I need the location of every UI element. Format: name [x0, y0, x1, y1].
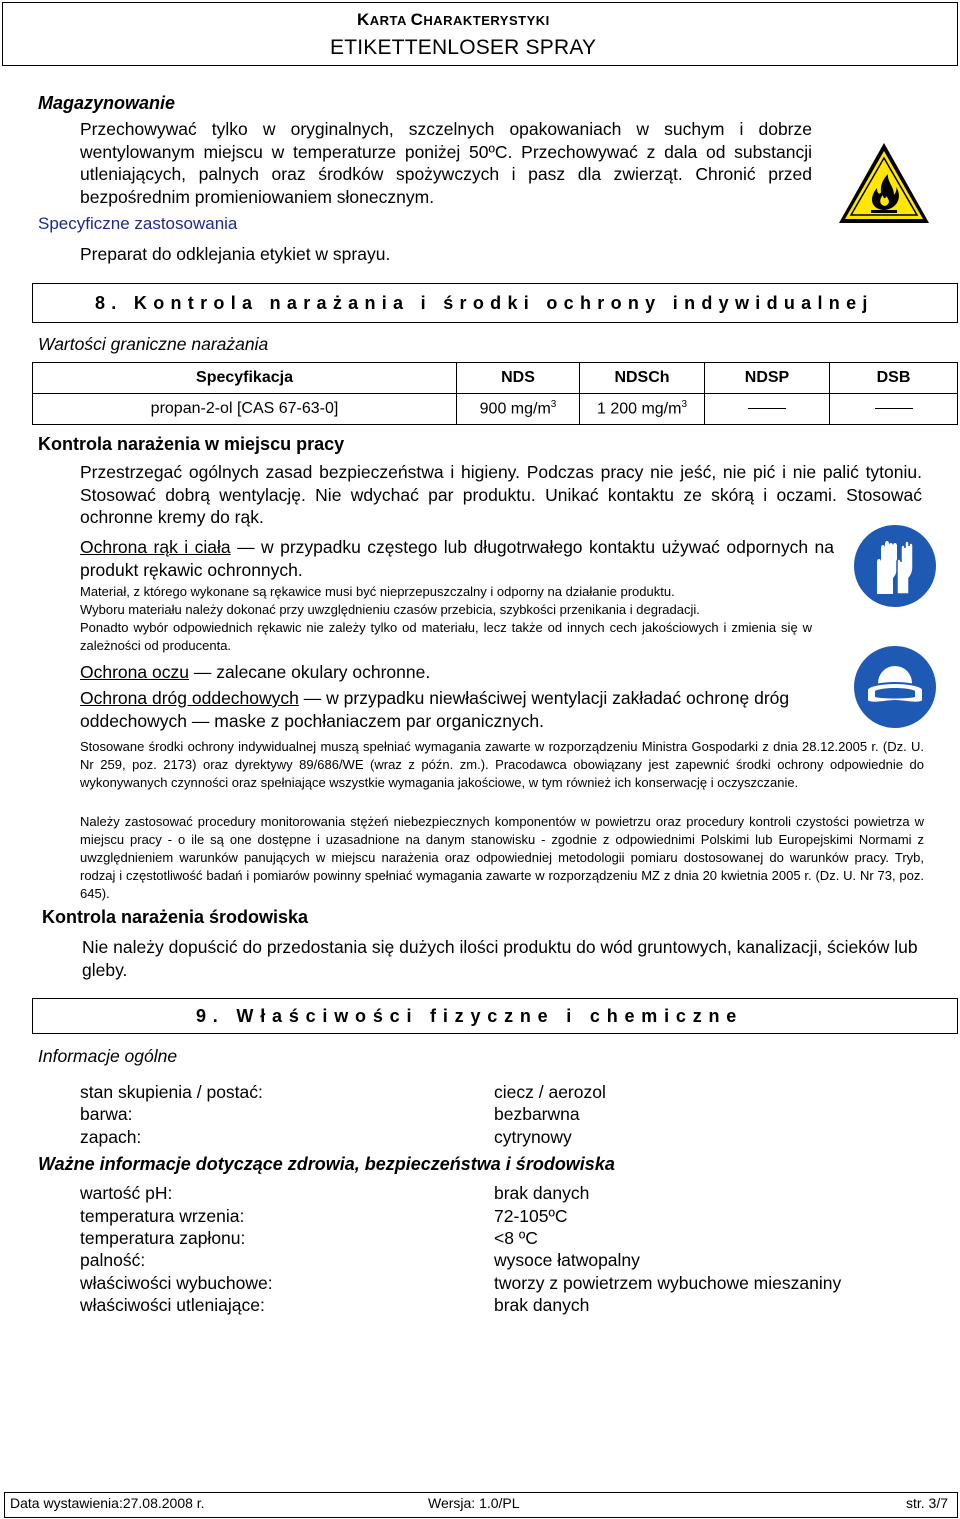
storage-text: Przechowywać tylko w oryginalnych, szczelnych opakowaniach w suchym i dobrze wentylowanym miejscu w temperaturze poniżej 50ºC. Przechowywać z dala od substancji utleniających, palnych oraz środków spożywczych i pasz dla zwierząt. Chronić przed bezpośrednim promieniowaniem słonecznym.: [80, 119, 812, 207]
eyes-protection: Ochrona oczu — zalecane okulary ochronne.: [80, 662, 431, 682]
workplace-text: Przestrzegać ogólnych zasad bezpieczeństwa i higieny. Podczas pracy nie jeść, nie pić i nie palić tytoniu. Stosować dobrą wentylację. Nie wdychać par produktu. Unikać kontaktu ze skórą i oczami. Stosować ochronne kremy do rąk.: [80, 462, 922, 527]
regulations-text-1: Stosowane środki ochrony indywidualnej muszą spełniać wymagania zawarte w rozporządzeniu Ministra Gospodarki z dnia 28.12.2005 r. (Dz. U. Nr 259, poz. 2173) oraz dyrektywy 89/686/WE (wraz z późn. zm.). Pracodawca obowiązany jest zapewnić środki ochrony odpowiednie do wykonywanych czynności oraz spełniające wszystkie wymagania jakościowe, w tym również ich konserwację i oczyszczanie.: [80, 739, 924, 790]
storage-heading: Magazynowanie: [38, 93, 176, 113]
col-spec: Specyfikacja: [33, 363, 457, 394]
col-dsb: DSB: [830, 363, 958, 394]
cell-dsb: [830, 394, 958, 425]
regulations-text-2: Należy zastosować procedury monitorowania stężeń niebezpiecznych komponentów w powietrzu oraz procedury kontroli czystości powietrza w miejscu pracy - o ile są one dostępne i uzasadnione na danym stanowisku - zgodnie z odpowiednimi Polskimi lub Europejskimi Normami z uwzględnieniem warunków panujących w miejscu narażenia oraz odpowiedniej metodologii pomiaru dostosowanej do warunków pracy. Tryb, rodzaj i częstotliwość badań i pomiarów powinny spełniać wymagania zawarte w rozporządzeniu MZ z dnia 20 kwietnia 2005 r. (Dz. U. Nr 73, poz. 645).: [80, 814, 924, 901]
exposure-limits-table: [32, 362, 958, 425]
list-item-value: ciecz / aerozol: [494, 1082, 606, 1102]
cell-nds: 900 $mg/m^3$: [457, 394, 580, 425]
section-9-title: 9. Właściwości fizyczne i chemiczne: [196, 1006, 744, 1026]
glove-note-1: Materiał, z którego wykonane są rękawice musi być nieprzepuszczalny i odporny na działanie produktu.: [80, 584, 675, 599]
list-item-label: właściwości wybuchowe:: [80, 1273, 273, 1293]
respiratory-label: Ochrona dróg oddechowych: [80, 688, 299, 708]
dash: [748, 408, 786, 409]
col-nds: NDS: [457, 363, 580, 394]
hands-label: Ochrona rąk i ciała: [80, 537, 231, 557]
list-item-value: wysoce łatwopalny: [494, 1250, 640, 1270]
section-8-title: 8. Kontrola narażania i środki ochrony indywidualnej: [95, 293, 874, 313]
col-ndsp: NDSP: [705, 363, 830, 394]
cell-ndsch: 1 200 $mg/m^3$: [580, 394, 705, 425]
col-ndsch: NDSCh: [580, 363, 705, 394]
list-item-label: wartość pH:: [80, 1183, 173, 1203]
list-item-label: zapach:: [80, 1127, 142, 1147]
list-item-value: bezbarwna: [494, 1104, 580, 1124]
hands-protection: Ochrona rąk i ciała — w przypadku częstego lub długotrwałego kontaktu używać odpornych na produkt rękawic ochronnych.: [80, 537, 834, 580]
respiratory-protection: Ochrona dróg oddechowych — w przypadku niewłaściwej wentylacji zakładać ochronę dróg oddechowych — maske z pochłaniaczem par organicznych.: [80, 688, 790, 731]
eyes-label: Ochrona oczu: [80, 662, 189, 682]
list-item-value: brak danych: [494, 1295, 590, 1315]
footer-page-number: str. 3/7: [905, 1495, 948, 1511]
list-item-value: brak danych: [494, 1183, 590, 1203]
gloves-required-icon: [853, 524, 937, 608]
table-row: [33, 394, 958, 425]
list-item-value: <8 ºC: [494, 1228, 538, 1248]
list-item-value: 72-105ºC: [494, 1206, 568, 1226]
list-item-value: cytrynowy: [494, 1127, 572, 1147]
workplace-heading: Kontrola narażenia w miejscu pracy: [38, 434, 345, 454]
list-item-label: temperatura wrzenia:: [80, 1206, 245, 1226]
footer-version: Wersja: 1.0/PL: [428, 1495, 520, 1511]
list-item-label: temperatura zapłonu:: [80, 1228, 246, 1248]
footer-date: Data wystawienia:27.08.2008 r.: [10, 1495, 205, 1511]
glove-note-3: Ponadto wybór odpowiednich rękawic nie zależy tylko od materiału, lecz także od innych cech jakościowych i zmienia się w zależności od producenta.: [80, 620, 812, 653]
list-item-label: barwa:: [80, 1104, 133, 1124]
table-header-row: [33, 363, 958, 394]
eye-protection-icon: [853, 645, 937, 729]
list-item-label: właściwości utleniające:: [80, 1295, 265, 1315]
flammable-warning-icon: [836, 140, 932, 226]
glove-note-2: Wyboru materiału należy dokonać przy uwzględnieniu czasów przebicia, szybkości przenikania i degradacji.: [80, 602, 700, 617]
list-item-value: tworzy z powietrzem wybuchowe mieszaniny: [494, 1273, 842, 1293]
specific-use-heading: Specyficzne zastosowania: [38, 214, 238, 233]
list-item-label: palność:: [80, 1250, 146, 1270]
document-title: KARTA CHARAKTERYSTYKI: [357, 10, 550, 29]
product-name: ETIKETTENLOSER SPRAY: [330, 36, 597, 59]
environment-text: Nie należy dopuścić do przedostania się dużych ilości produktu do wód gruntowych, kanalizacji, ścieków lub gleby.: [82, 937, 918, 980]
list-item-label: stan skupienia / postać:: [80, 1082, 263, 1102]
limits-heading: Wartości graniczne narażania: [38, 334, 269, 354]
environment-heading: Kontrola narażenia środowiska: [42, 907, 309, 927]
specific-use-text: Preparat do odklejania etykiet w sprayu.: [80, 244, 391, 264]
important-info-heading: Ważne informacje dotyczące zdrowia, bezpieczeństwa i środowiska: [38, 1154, 615, 1174]
cell-spec: propan-2-ol [CAS 67-63-0]: [33, 394, 457, 425]
cell-ndsp: [705, 394, 830, 425]
dash: [875, 408, 913, 409]
general-info-heading: Informacje ogólne: [38, 1046, 178, 1066]
